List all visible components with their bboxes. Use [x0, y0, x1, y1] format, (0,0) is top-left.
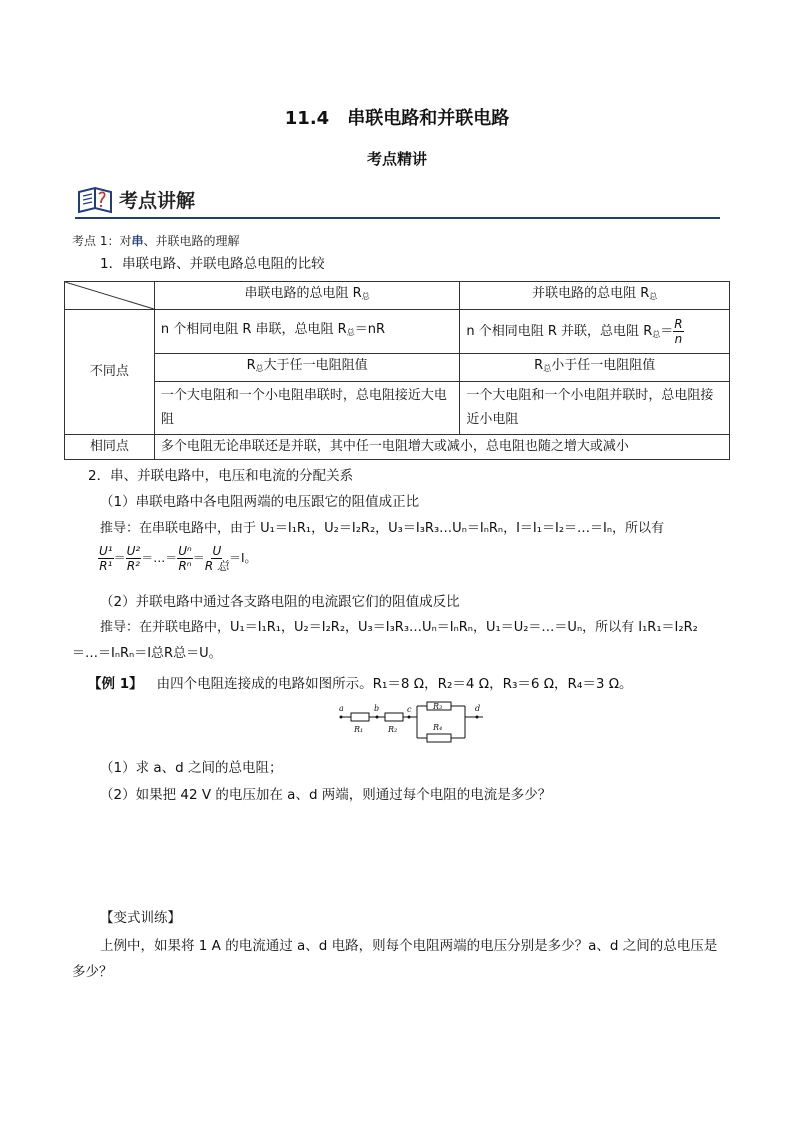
kaodian-heading: [72, 232, 239, 249]
diff-label: 不同点: [89, 364, 129, 379]
frac-den: n: [674, 332, 683, 346]
r3-label: R₃: [433, 702, 443, 711]
section1-heading: 1．串联电路、并联电路总电阻的比较: [100, 256, 325, 272]
banner-rule: [75, 217, 720, 219]
page-subtitle: 考点精讲: [366, 150, 427, 168]
parallel-big-small-cell: [460, 382, 730, 435]
series-n-eq: ＝nR: [354, 322, 385, 337]
diff-label-cell: [65, 310, 155, 435]
total-sub: 总: [652, 330, 661, 339]
table-row: [65, 354, 730, 382]
section-banner: [75, 182, 720, 220]
series-point: （1）串联电路中各电阻两端的电压跟它的阻值成正比: [100, 494, 420, 510]
question-2: （2）如果把 42 V 的电压加在 a、d 两端，则通过每个电阻的电流是多少？: [100, 787, 552, 803]
node-d-label: d: [475, 704, 481, 713]
book-icon: [75, 182, 115, 216]
r4-label: R₄: [433, 723, 443, 732]
series-n-text: n 个相同电阻 R 串联，总电阻 R: [160, 322, 347, 337]
table-header-row: [65, 282, 730, 310]
variant-text-cont: 多少？: [72, 964, 113, 980]
banner-title: 考点讲解: [119, 190, 196, 212]
question-1: （1）求 a、d 之间的总电阻；: [100, 760, 283, 776]
r-over-n-fraction: [673, 317, 683, 346]
r2-label: R₂: [388, 725, 398, 734]
table-row: [65, 435, 730, 460]
total-sub: 总: [543, 364, 552, 373]
parallel-n-text: n 个相同电阻 R 并联，总电阻 R: [466, 324, 653, 339]
series-result-tail: ＝I。: [228, 551, 257, 565]
variant-label: 【变式训练】: [100, 910, 181, 926]
section2-heading: 2．串、并联电路中，电压和电流的分配关系: [88, 468, 354, 484]
total-sub: 总: [361, 292, 370, 301]
series-big-small-text: 一个大电阻和一个小电阻串联时，总电阻接近大电阻: [160, 388, 447, 427]
node-a-label: a: [339, 704, 344, 713]
page-title: 11.4 串联电路和并联电路: [284, 108, 510, 129]
parallel-derivation-cont: ＝…＝IₙRₙ＝I总R总＝U。: [72, 646, 222, 661]
table-row: [65, 382, 730, 435]
series-ratio-formula: $\frac{\text{U¹}}{\text{R¹}}$ ＝ $\frac{\text{U²}}{\text{R²}}$ ＝…＝ $\frac{\text{Uⁿ}}{\text{Rⁿ}}$ ＝ $\frac{U}{\text{R 总}}$ ＝I。: [99, 544, 257, 573]
series-header-cell: [154, 282, 460, 310]
same-label: 相同点: [89, 439, 129, 454]
node-b-label: b: [374, 704, 380, 713]
example-1: [88, 674, 633, 694]
series-big-small-cell: [154, 382, 460, 435]
parallel-lt-cell: $R_总$小于任一电阻阻值: [460, 354, 730, 382]
parallel-header-text: 并联电路的总电阻 R: [532, 286, 650, 301]
circuit-diagram: [337, 700, 489, 746]
example-text: 由四个电阻连接成的电路如图所示。R₁＝8 Ω，R₂＝4 Ω，R₃＝6 Ω，R₄＝3 Ω。: [156, 676, 633, 692]
parallel-header-cell: [460, 282, 730, 310]
total-sub: 总: [255, 364, 264, 373]
series-n-cell: [154, 310, 460, 354]
parallel-big-small-text: 一个大电阻和一个小电阻并联时，总电阻接近小电阻: [466, 388, 714, 427]
r1-label: R₁: [354, 725, 364, 734]
example-label: 【例 1】: [88, 676, 143, 692]
parallel-n-cell: n 个相同电阻 R 并联，总电阻 $R_总=$ $\frac{R}{n}$: [460, 310, 730, 354]
diagonal-header-cell: [65, 282, 155, 310]
total-sub: 总: [649, 292, 658, 301]
comparison-table: [64, 281, 730, 460]
kaodian-prefix: 考点 1：对: [72, 234, 132, 248]
node-c-label: c: [407, 705, 412, 714]
kaodian-suffix: 、并联电路的理解: [143, 234, 240, 248]
table-row: [65, 310, 730, 354]
same-text: 多个电阻无论串联还是并联，其中任一电阻增大或减小，总电阻也随之增大或减小: [160, 439, 629, 454]
series-gt-text: 大于任一电阻阻值: [263, 358, 368, 373]
series-gt-cell: $R_总$大于任一电阻阻值: [154, 354, 460, 382]
series-header-text: 串联电路的总电阻 R: [244, 286, 362, 301]
same-label-cell: [65, 435, 155, 460]
parallel-lt-text: 小于任一电阻阻值: [551, 358, 656, 373]
total-sub: 总: [346, 328, 355, 337]
frac-num: R: [674, 317, 683, 331]
series-derivation: 推导：在串联电路中，由于 U₁＝I₁R₁，U₂＝I₂R₂，U₃＝I₃R₃…Uₙ＝IₙRₙ，I＝I₁＝I₂＝…＝Iₙ，所以有: [100, 521, 665, 536]
same-text-cell: [154, 435, 729, 460]
kaodian-highlight: 串: [131, 234, 144, 248]
parallel-point: （2）并联电路中通过各支路电阻的电流跟它们的阻值成反比: [100, 594, 460, 610]
parallel-derivation: 推导：在并联电路中，U₁＝I₁R₁，U₂＝I₂R₂，U₃＝I₃R₃…Uₙ＝IₙRₙ，U₁＝U₂＝…＝Uₙ，所以有 I₁R₁＝I₂R₂: [100, 620, 698, 635]
variant-text: 上例中，如果将 1 A 的电流通过 a、d 电路，则每个电阻两端的电压分别是多少？a、d 之间的总电压是: [100, 938, 718, 954]
